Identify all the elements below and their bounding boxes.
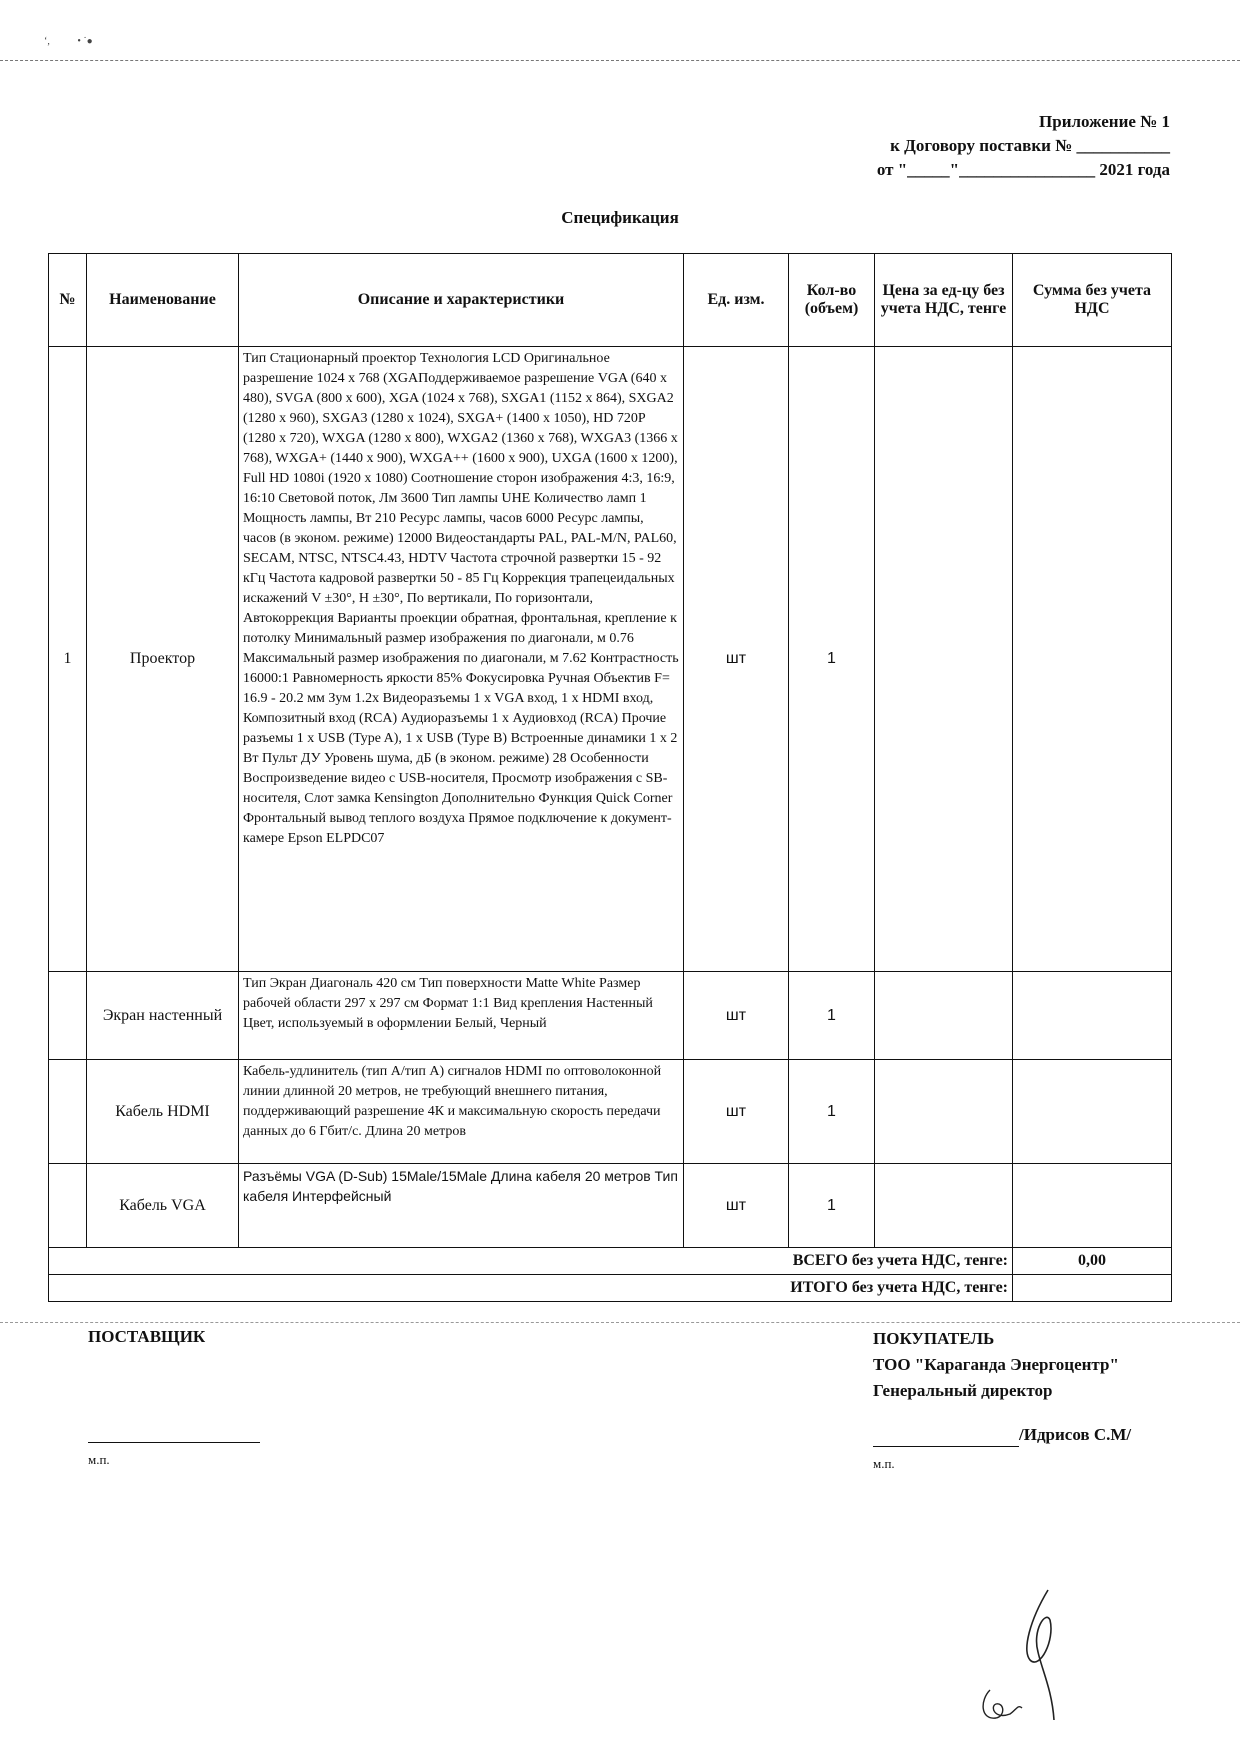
column-header-unit: Ед. изм. (684, 254, 789, 347)
item-sum (1013, 1164, 1172, 1248)
buyer-title: ПОКУПАТЕЛЬ (873, 1329, 995, 1348)
grand-total-label: ИТОГО без учета НДС, тенге: (49, 1275, 1013, 1302)
document-header (877, 110, 1170, 182)
item-name: Экран настенный (87, 972, 239, 1060)
grand-total-row (49, 1275, 1172, 1302)
total-label: ВСЕГО без учета НДС, тенге: (49, 1248, 1013, 1275)
contract-date: от "_____"________________ 2021 года (876, 160, 1170, 179)
table-header-row (49, 254, 1172, 347)
column-header-number: № (49, 254, 87, 347)
buyer-organization: ТОО "Караганда Энергоцентр" (873, 1355, 1119, 1374)
supplier-signature-line (88, 1442, 260, 1443)
document-title: Спецификация (561, 208, 679, 227)
item-quantity: 1 (789, 347, 875, 972)
item-unit-price (875, 972, 1013, 1060)
buyer-position: Генеральный директор (873, 1381, 1053, 1400)
item-unit: шт (684, 972, 789, 1060)
supplier-block (88, 1324, 205, 1350)
total-value: 0,00 (1013, 1248, 1172, 1275)
scan-fold-line (0, 1322, 1240, 1323)
item-description: Тип Экран Диагональ 420 см Тип поверхности Matte White Размер рабочей области 297 x 297 см Формат 1:1 Вид крепления Настенный Цвет, используемый в оформлении Белый, Черный (239, 972, 684, 1060)
scan-mark: ʻ, • ˙● (44, 36, 93, 47)
item-name: Кабель VGA (87, 1164, 239, 1248)
item-description: Тип Стационарный проектор Технология LCD Оригинальное разрешение 1024 x 768 (XGAПоддерживаемое разрешение VGA (640 x 480), SVGA (800 x 600), XGA (1024 x 768), SXGA1 (1152 x 864), SXGA2 (1280 x 960), SXGA3 (1280 x 1024), SXGA+ (1400 x 1050), HD 720P (1280 x 720), WXGA (1280 x 800), WXGA2 (1360 x 768), WXGA3 (1366 x 768), WXGA+ (1440 x 900), WXGA++ (1600 x 900), UXGA (1600 x 1200), Full HD 1080i (1920 x 1080) Соотношение сторон изображения 4:3, 16:9, 16:10 Световой поток, Лм 3600 Тип лампы UHE Количество ламп 1 Мощность лампы, Вт 210 Ресурс лампы, часов 6000 Ресурс лампы, часов (в эконом. режиме) 12000 Видеостандарты PAL, PAL-M/N, PAL60, SECAM, NTSC, NTSC4.43, HDTV Частота строчной развертки 15 - 92 кГц Частота кадровой развертки 50 - 85 Гц Коррекция трапецеидальных искажений V ±30°, H ±30°, По вертикали, По горизонтали, Автокоррекция Варианты проекции обратная, фронтальная, крепление к потолку Минимальный размер изображения по диагонали, м 0.76 Максимальный размер изображения по диагонали, м 7.62 Контрастность 16000:1 Равномерность яркости 85% Фокусировка Ручная Объектив F= 16.9 - 20.2 мм Зум 1.2x Видеоразъемы 1 x VGA вход, 1 x HDMI вход, Композитный вход (RCA) Аудиоразъемы 1 x Аудиовход (RCA) Прочие разъемы 1 x USB (Type A), 1 x USB (Type B) Встроенные динамики 1 x 2 Вт Пульт ДУ Уровень шума, дБ (в эконом. режиме) 28 Особенности Воспроизведение видео с USB-носителя, Просмотр изображения с SB-носителя, Слот замка Kensington Дополнительно Функция Quick Corner Фронтальный вывод теплого воздуха Прямое подключение к документ-камере Epson ELPDC07 (239, 347, 684, 972)
column-header-quantity: Кол-во (объем) (789, 254, 875, 347)
item-quantity: 1 (789, 972, 875, 1060)
column-header-name: Наименование (87, 254, 239, 347)
supplier-stamp-label: м.п. (88, 1452, 110, 1467)
buyer-stamp-label: м.п. (873, 1456, 895, 1471)
item-quantity: 1 (789, 1060, 875, 1164)
appendix-label: Приложение № 1 (1039, 112, 1170, 131)
table-row (49, 972, 1172, 1060)
item-unit: шт (684, 1060, 789, 1164)
column-header-sum: Сумма без учета НДС (1013, 254, 1172, 347)
table-row (49, 1164, 1172, 1248)
supplier-title: ПОСТАВЩИК (88, 1327, 206, 1346)
item-unit-price (875, 1164, 1013, 1248)
column-header-description: Описание и характеристики (239, 254, 684, 347)
item-unit-price (875, 347, 1013, 972)
item-sum (1013, 347, 1172, 972)
grand-total-value (1013, 1275, 1172, 1302)
row-number: 1 (49, 347, 87, 972)
row-number (49, 1164, 87, 1248)
specification-table (48, 253, 1172, 1302)
buyer-signer-name: /Идрисов С.М/ (1019, 1425, 1132, 1444)
table-row (49, 1060, 1172, 1164)
handwritten-signature (960, 1580, 1100, 1730)
item-unit: шт (684, 347, 789, 972)
row-number (49, 972, 87, 1060)
item-sum (1013, 972, 1172, 1060)
item-name: Кабель HDMI (87, 1060, 239, 1164)
item-unit-price (875, 1060, 1013, 1164)
item-description: Кабель-удлинитель (тип А/тип А) сигналов HDMI по оптоволоконной линии длинной 20 метров, не требующий внешнего питания, поддерживающий разрешение 4К и максимальную скорость передачи данных до 6 Гбит/с. Длина 20 метров (239, 1060, 684, 1164)
item-sum (1013, 1060, 1172, 1164)
item-name: Проектор (87, 347, 239, 972)
scan-top-edge (0, 60, 1240, 61)
item-quantity: 1 (789, 1164, 875, 1248)
buyer-block (873, 1326, 1119, 1404)
total-row (49, 1248, 1172, 1275)
contract-label: к Договору поставки № ___________ (890, 136, 1170, 155)
item-description: Разъёмы VGA (D-Sub) 15Male/15Male Длина кабеля 20 метров Тип кабеля Интерфейсный (239, 1164, 684, 1248)
item-unit: шт (684, 1164, 789, 1248)
row-number (49, 1060, 87, 1164)
table-row (49, 347, 1172, 972)
column-header-unit-price: Цена за ед-цу без учета НДС, тенге (875, 254, 1013, 347)
buyer-signature-line (873, 1446, 1019, 1447)
